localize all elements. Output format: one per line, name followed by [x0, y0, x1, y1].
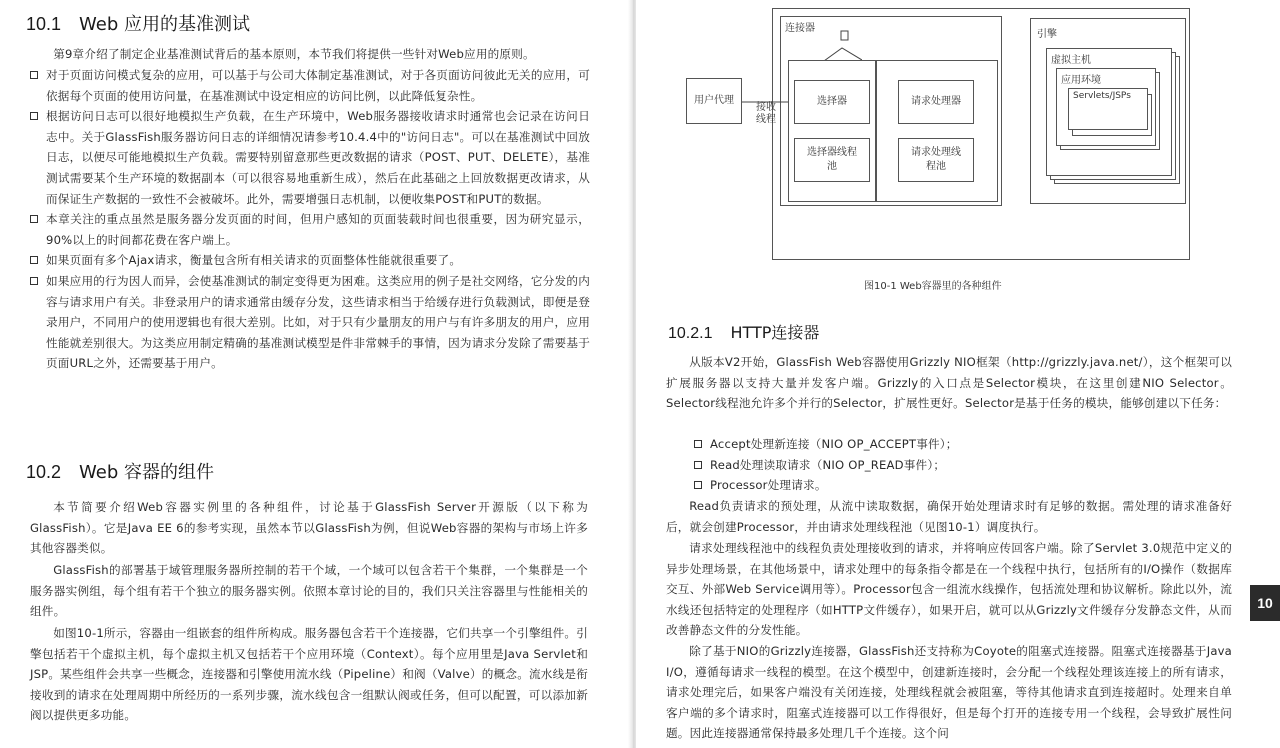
- section-number: 10.2.1: [668, 325, 713, 342]
- section-heading-10-2: [26, 458, 214, 484]
- section-heading-10-2-1: [668, 320, 819, 343]
- section-number: 10.2: [26, 462, 62, 482]
- right-page: [636, 0, 1280, 748]
- left-page: [0, 0, 632, 748]
- checkbox-bullet-icon: [30, 215, 38, 223]
- virtual-host-label: 虚拟主机: [1051, 55, 1091, 66]
- list-item: Accept处理新连接（NIO OP_ACCEPT事件）；: [694, 434, 1224, 455]
- connector-label: 连接器: [785, 23, 815, 34]
- servlets-label: Servlets/JSPs: [1073, 91, 1131, 101]
- list-item: 对于页面访问模式复杂的应用，可以基于与公司大体制定基准测试，对于各页面访问彼此无关的应用，可依据每个页面的使用访问量，在基准测试中设定相应的访问比例，以此降低复杂性。: [30, 65, 590, 106]
- body-paragraph: 除了基于NIO的Grizzly连接器，GlassFish还支持称为Coyote的阻塞式连接器。阻塞式连接器基于Java I/O，遵循每请求一线程的模型。在这个模型中，创建新连接时，会分配一个线程处理该连接上的所有请求，请求处理完后，如果客户端没有关闭连接，处理线程就会被阻塞，等待其他请求直到连接超时。处理来自单客户端的多个请求时，阻塞式连接器可以工作得很好，但是每个打开的连接专用一个线程，会导致扩展性问题。因此连接器通常保持最多处理几千个连接。这个问: [666, 644, 1232, 741]
- request-pool-box: 请求处理线程池: [898, 138, 974, 182]
- accept-thread-label: 接收线程: [756, 102, 776, 125]
- checkbox-bullet-icon: [30, 71, 38, 79]
- document-icon: [840, 30, 850, 42]
- request-processor-box: 请求处理器: [898, 80, 974, 124]
- section-number: 10.1: [26, 14, 62, 34]
- figure-caption: 图10-1 Web容器里的各种组件: [864, 281, 1002, 292]
- checkbox-bullet-icon: [30, 277, 38, 285]
- checkbox-bullet-icon: [30, 256, 38, 264]
- checkbox-bullet-icon: [694, 481, 702, 489]
- list-item: Read处理读取请求（NIO OP_READ事件）；: [694, 455, 1224, 476]
- list-item: 如果页面有多个Ajax请求，衡量包含所有相关请求的页面整体性能就很重要了。: [30, 250, 590, 271]
- checkbox-bullet-icon: [30, 112, 38, 120]
- list-item: 本章关注的重点虽然是服务器分发页面的时间，但用户感知的页面装载时间也很重要，因为研究显示，90%以上的时间都花费在客户端上。: [30, 209, 590, 250]
- section-title: HTTP连接器: [730, 323, 820, 342]
- selector-pool-box: 选择器线程池: [794, 138, 870, 182]
- body-paragraph: 如图10-1所示，容器由一组嵌套的组件所构成。服务器包含若干个连接器，它们共享一个引擎组件。引擎包括若干个虚拟主机，每个虚拟主机又包括若干个应用环境（Context）。每个应用里是Java Servlet和JSP。某些组件会共享一些概念，连接器和引擎使用流水线（Pipeline）和阀（Valve）的概念。流水线是衔接收到的请求在处理周期中所经历的一系列步骤，流水线包含一组默认阀或任务，但可以配置，可以添加新阀以提供更多功能。: [30, 626, 588, 723]
- user-agent-box: 用户代理: [686, 78, 742, 124]
- body-paragraph: 本节简要介绍Web容器实例里的各种组件，讨论基于GlassFish Server开源版（以下称为GlassFish）。它是Java EE 6的参考实现，虽然本节以GlassFish为例，但说Web容器的架构与市场上许多其他容器类似。: [30, 500, 588, 556]
- checkbox-bullet-icon: [694, 440, 702, 448]
- section-heading-10-1: [26, 10, 250, 36]
- body-paragraph: Read负责请求的预处理，从流中读取数据，确保开始处理请求时有足够的数据。需处理的请求准备好后，就会创建Processor，并由请求处理线程池（见图10-1）调度执行。: [666, 499, 1232, 534]
- body-paragraph: 请求处理线程池中的线程负责处理接收到的请求，并将响应传回客户端。除了Servlet 3.0规范中定义的异步处理场景，在其他场景中，请求处理中的每条指令都是在一个线程中执行，包括所有的I/O操作（数据库交互、外部Web Service调用等）。Processor包含一组流水线操作，包括流处理和协议解析。除此以外，流水线还包括特定的处理程序（如HTTP文件缓存），如果开启，就可以从Grizzly文件缓存分发静态文件，从而改善静态文件的分发性能。: [666, 541, 1232, 638]
- body-paragraph: GlassFish的部署基于域管理服务器所控制的若干个域，一个域可以包含若干个集群，一个集群是一个服务器实例组，每个组有若干个独立的服务器实例。依照本章讨论的目的，我们只关注容器里与性能相关的组件。: [30, 563, 588, 619]
- servlets-box: [1068, 88, 1148, 130]
- section-title: Web 容器的组件: [79, 462, 215, 483]
- checkbox-bullet-icon: [694, 461, 702, 469]
- engine-label: 引擎: [1037, 29, 1057, 40]
- list-item: 根据访问日志可以很好地模拟生产负载，在生产环境中，Web服务器接收请求时通常也会记录在访问日志中。关于GlassFish服务器访问日志的详细情况请参考10.4.4中的"访问日志"。可以在基准测试中回放日志，以便尽可能地模拟生产负载。需要特别留意那些更改数据的请求（POST、PUT、DELETE），基准测试需要某个生产环境的数据副本（可以很容易地重新生成），然后在此基础之上回放数据更改请求，从而保证生产数据的一致性不会被破坏。此外，需要增强日志机制，以便收集POST和PUT的数据。: [30, 106, 590, 209]
- list-item: 如果应用的行为因人而异，会使基准测试的制定变得更为困难。这类应用的例子是社交网络，它分发的内容与请求用户有关。非登录用户的请求通常由缓存分发，这些请求相当于给缓存进行负载测试，即便是登录用户，不同用户的使用逻辑也有很大差别。比如，对于只有少量朋友的用户与有许多朋友的用户，应用性能就差别很大。为这类应用制定精确的基准测试模型是件非常棘手的事情，因为请求分发除了需要基于页面URL之外，还需要基于用户。: [30, 271, 590, 374]
- page-number-tab: 10: [1250, 585, 1280, 621]
- app-env-label: 应用环境: [1061, 75, 1101, 86]
- selector-box: 选择器: [794, 80, 870, 124]
- benchmark-bullet-list: [30, 65, 590, 374]
- list-item: Processor处理请求。: [694, 475, 1224, 496]
- intro-paragraph: 从版本V2开始，GlassFish Web容器使用Grizzly NIO框架（http://grizzly.java.net/），这个框架可以扩展服务器以支持大量并发客户端。Grizzly的入口点是Selector模块，在这里创建NIO Selector。Selector线程池允许多个并行的Selector，扩展性更好。Selector是基于任务的模块，能够创建以下任务：: [666, 355, 1232, 411]
- intro-paragraph: 第9章介绍了制定企业基准测试背后的基本原则，本节我们将提供一些针对Web应用的原则。: [53, 47, 535, 61]
- section-title: Web 应用的基准测试: [79, 14, 251, 35]
- task-list: [694, 434, 1224, 496]
